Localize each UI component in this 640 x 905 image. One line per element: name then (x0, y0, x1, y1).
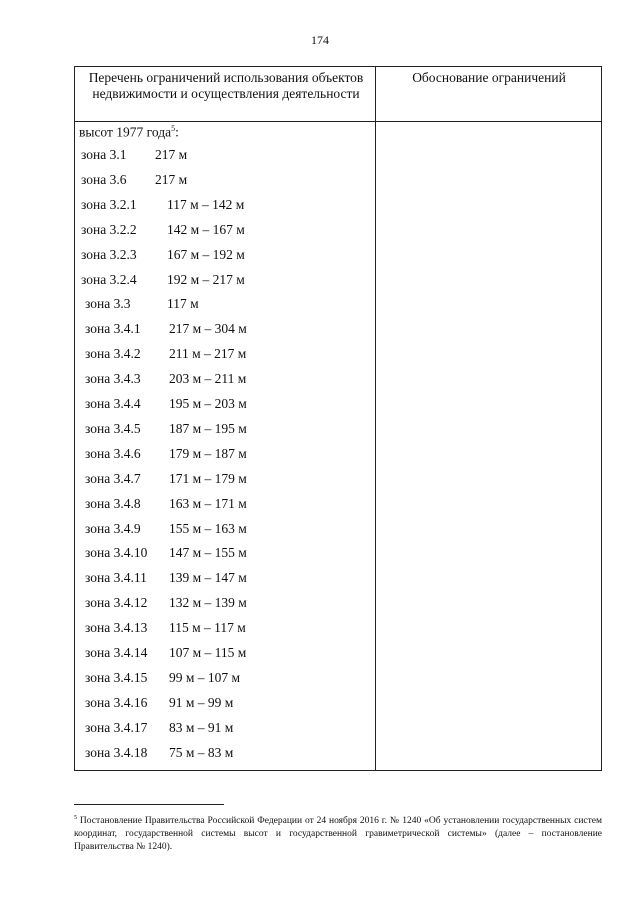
zone-label: зона 3.4.11 (85, 570, 147, 586)
intro-text: высот 1977 года (79, 124, 172, 140)
table-row (85, 371, 247, 389)
zone-label: зона 3.4.10 (85, 545, 148, 561)
page-number: 174 (311, 33, 329, 47)
zone-label: зона 3.4.16 (85, 694, 148, 710)
zone-label: зона 3.2.3 (81, 246, 137, 262)
zone-label: зона 3.4.9 (85, 520, 141, 536)
zone-label: зона 3.2.2 (81, 221, 137, 237)
zone-label: зона 3.4.5 (85, 420, 141, 436)
zone-label: зона 3.4.6 (85, 445, 141, 461)
footnote-marker: 5 (74, 815, 77, 821)
zone-height-range: 179 м – 187 м (169, 445, 247, 461)
footnote-ref: 5 (171, 124, 176, 133)
zone-label: зона 3.4.18 (85, 744, 148, 760)
table-row (85, 595, 247, 613)
zone-height-range: 187 м – 195 м (169, 420, 247, 436)
zone-label: зона 3.4.1 (85, 321, 141, 337)
table-row (85, 620, 246, 638)
table-row (85, 321, 247, 339)
zone-label: зона 3.4.12 (85, 595, 148, 611)
zone-height-range: 155 м – 163 м (169, 520, 247, 536)
zone-label: зона 3.1 (81, 147, 127, 162)
zone-height-range: 99 м – 107 м (169, 669, 241, 685)
header-restrictions-list: Перечень ограничений использования объектов недвижимости и осуществления деятельности (88, 70, 364, 101)
table-row (85, 296, 199, 314)
footnote (74, 812, 602, 854)
zone-height-range: 142 м – 167 м (167, 221, 245, 237)
table-row (81, 171, 188, 190)
zone-label: зона 3.4.14 (85, 645, 148, 660)
zone-height-range: 211 м – 217 м (169, 346, 247, 362)
table-row (85, 645, 247, 663)
zone-label: зона 3.6 (81, 171, 127, 187)
zone-label: зона 3.4.2 (85, 346, 141, 362)
table-row (85, 470, 247, 489)
zone-label: зона 3.4.17 (85, 719, 148, 735)
zone-height-range: 117 м – 142 м (167, 196, 245, 212)
table-row (85, 346, 247, 364)
restrictions-table (74, 66, 602, 771)
zone-height-range: 147 м – 155 м (169, 545, 247, 561)
table-row (85, 545, 247, 563)
zone-label: зона 3.4.13 (85, 620, 148, 636)
table-row (85, 744, 234, 763)
table-row (85, 445, 247, 464)
column-divider (375, 67, 376, 770)
table-row (85, 495, 247, 514)
table-row (81, 147, 188, 165)
zone-height-range: 195 м – 203 м (169, 396, 247, 411)
zone-label: зона 3.4.15 (85, 669, 148, 685)
zone-height-range: 107 м – 115 м (169, 645, 247, 660)
zone-label: зона 3.4.4 (85, 396, 141, 411)
zone-rows (75, 67, 375, 770)
intro-suffix: : (175, 124, 179, 140)
table-row (85, 719, 234, 738)
zone-height-range: 217 м (155, 171, 188, 187)
zone-height-range: 91 м – 99 м (169, 694, 234, 710)
table-row (81, 196, 245, 215)
table-row (85, 520, 247, 539)
table-row (85, 570, 247, 588)
zone-height-range: 217 м – 304 м (169, 321, 247, 337)
zone-label: зона 3.3 (85, 296, 131, 312)
zone-label: зона 3.4.7 (85, 470, 141, 486)
footnote-rule (74, 804, 224, 805)
zone-label: зона 3.4.3 (85, 371, 141, 387)
zone-height-range: 167 м – 192 м (167, 246, 245, 262)
zone-label: зона 3.2.4 (81, 271, 137, 287)
zone-height-range: 203 м – 211 м (169, 371, 247, 387)
table-row (81, 271, 245, 290)
zone-height-range: 117 м (167, 296, 199, 312)
zone-height-range: 217 м (155, 147, 188, 162)
footnote-text: Постановление Правительства Российской Федерации от 24 ноября 2016 г. № 1240 «Об установлении государственных систем координат, государственной системы высот и государственной гравиметрической системы» (далее – постановление Правительства № 1240). (74, 816, 602, 853)
zone-height-range: 139 м – 147 м (169, 570, 247, 586)
zone-height-range: 83 м – 91 м (169, 719, 234, 735)
zone-height-range: 75 м – 83 м (169, 744, 234, 760)
table-row (81, 221, 245, 240)
header-restrictions-justification: Обоснование ограничений (412, 70, 566, 85)
zone-height-range: 171 м – 179 м (169, 470, 247, 486)
zone-height-range: 132 м – 139 м (169, 595, 247, 611)
zone-height-range: 115 м – 117 м (169, 620, 246, 636)
table-row (85, 694, 234, 713)
table-row (85, 396, 247, 414)
table-row (81, 246, 245, 265)
table-row (85, 420, 247, 439)
zone-height-range: 192 м – 217 м (167, 271, 245, 287)
zone-label: зона 3.4.8 (85, 495, 141, 511)
table-row (85, 669, 241, 688)
zone-label: зона 3.2.1 (81, 196, 137, 212)
zone-height-range: 163 м – 171 м (169, 495, 247, 511)
